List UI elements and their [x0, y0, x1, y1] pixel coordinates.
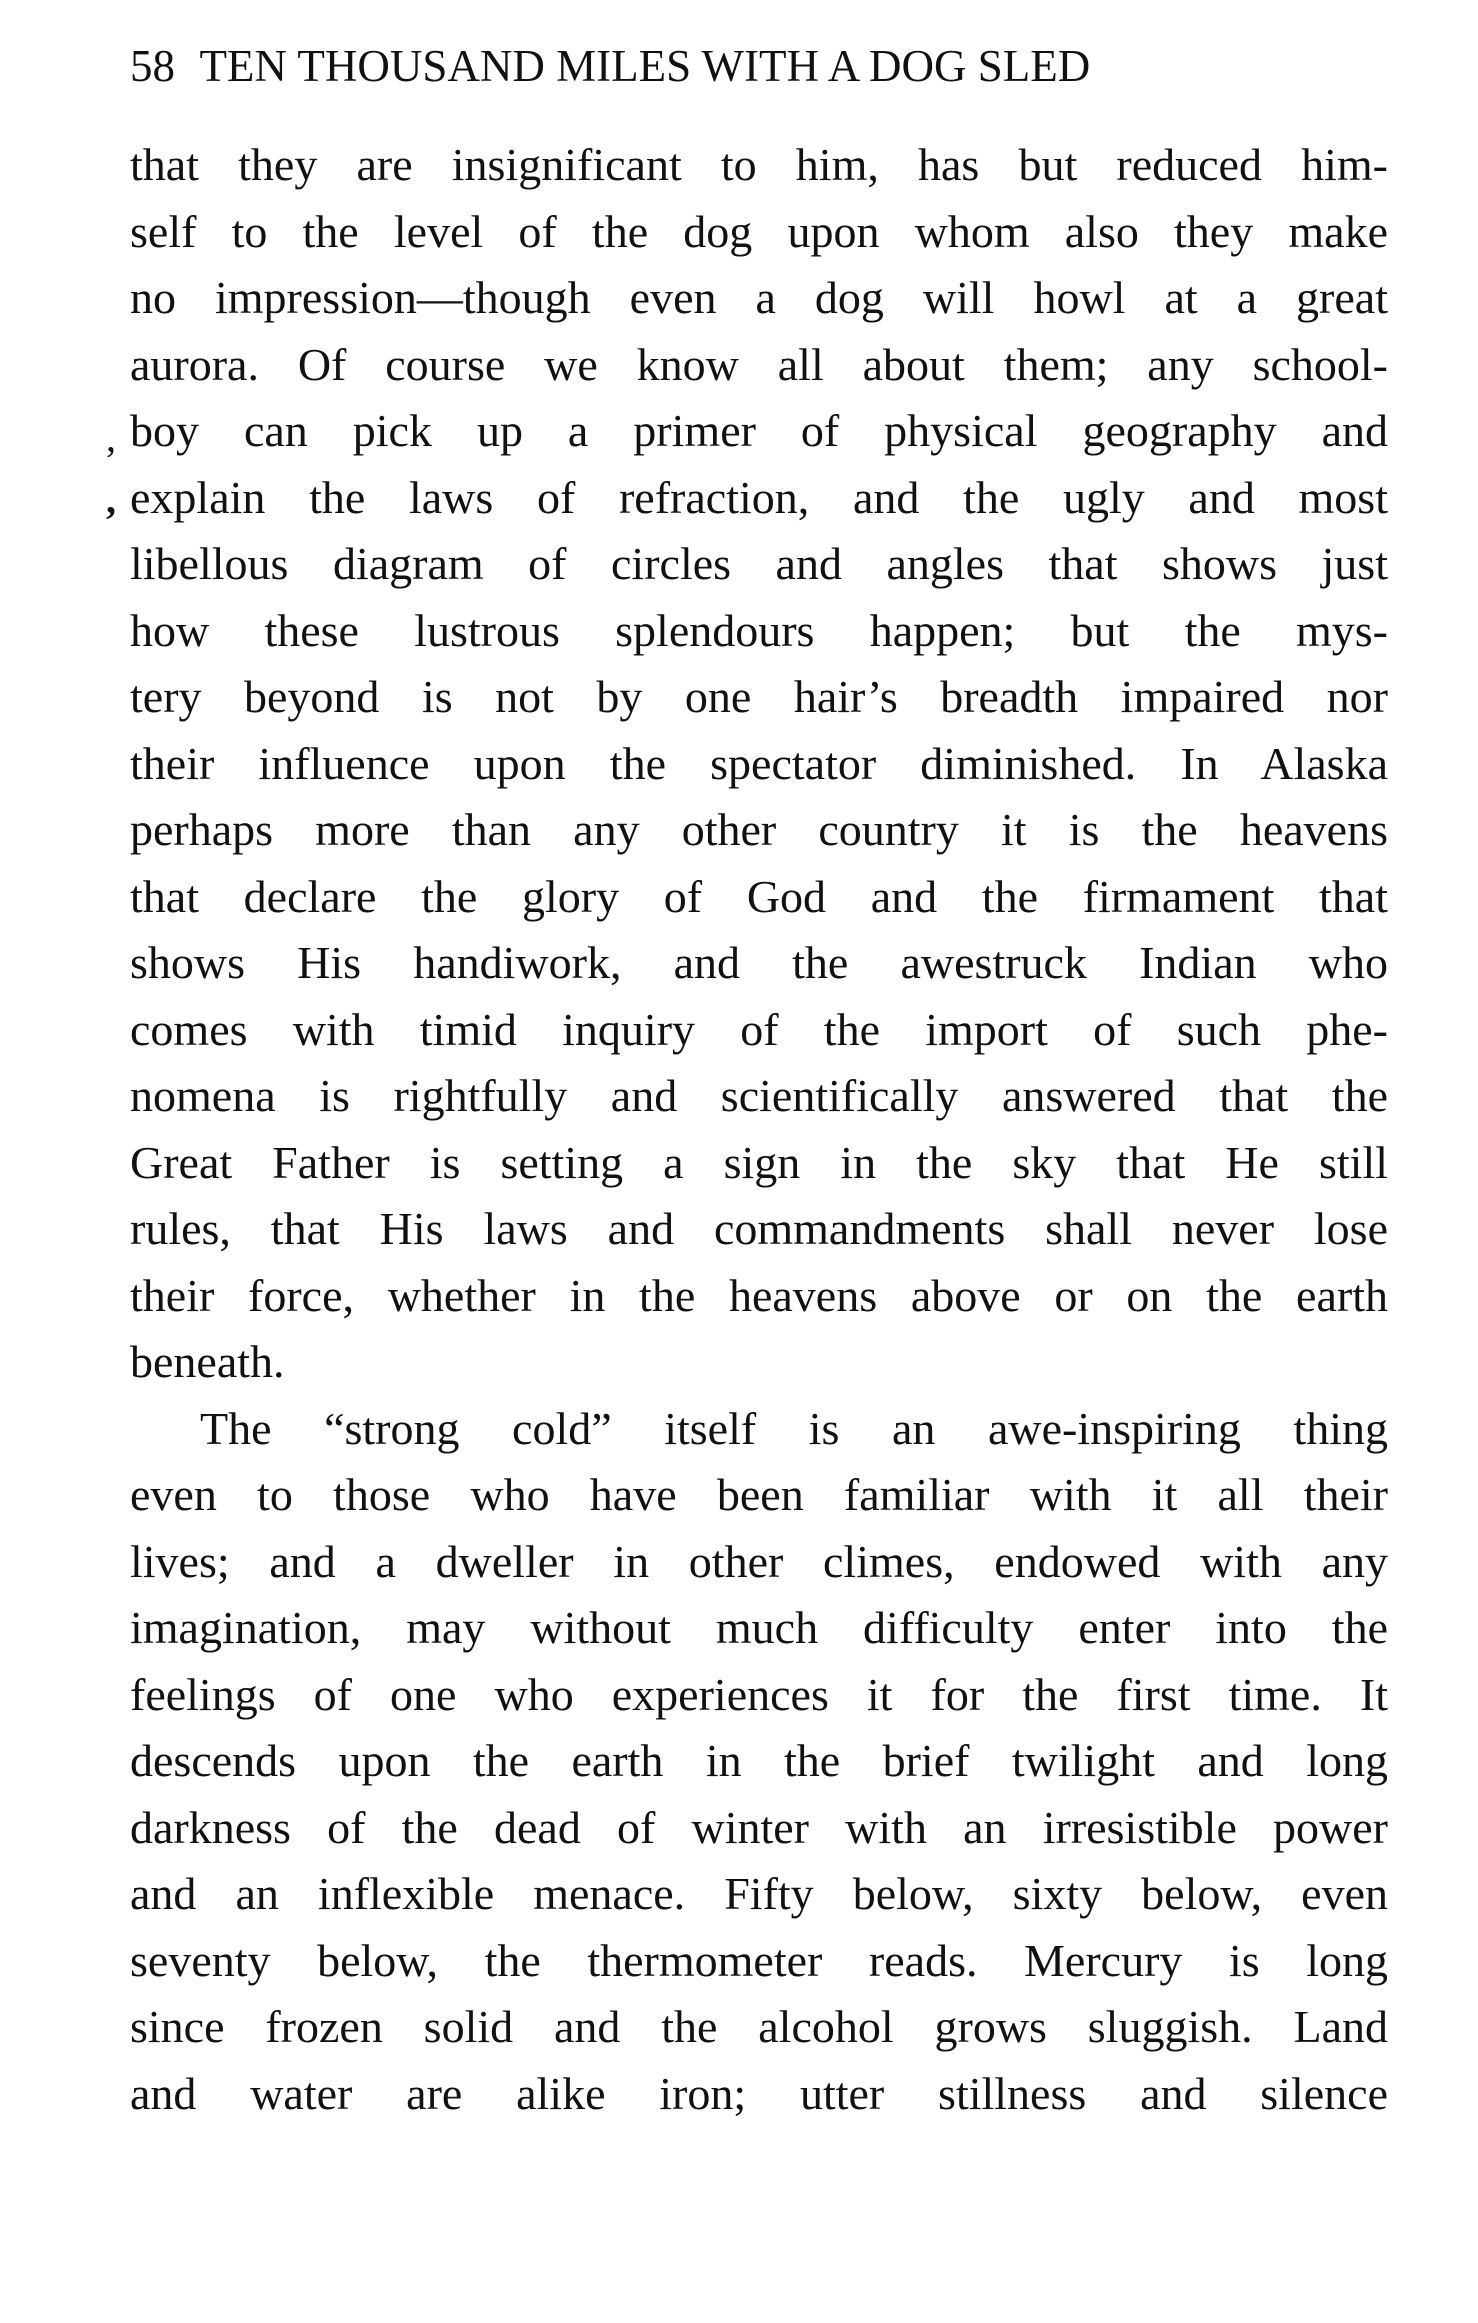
text-line: that declare the glory of God and the firmament that — [130, 870, 1388, 922]
text-line: feelings of one who experiences it for the first time. It — [130, 1668, 1388, 1720]
text-line: that they are insignificant to him, has but reduced him- — [130, 139, 1388, 190]
text-line: no impression—though even a dog will howl at a great — [130, 272, 1388, 323]
text-line: Great Father is setting a sign in the sky that He still — [130, 1136, 1388, 1188]
text-line: descends upon the earth in the brief twilight and long — [130, 1735, 1388, 1786]
text-line: and an inflexible menace. Fifty below, sixty below, even — [130, 1868, 1388, 1919]
text-line: self to the level of the dog upon whom also they make — [130, 205, 1388, 257]
text-line: aurora. Of course we know all about them; any school- — [130, 338, 1388, 390]
body-text — [130, 132, 1388, 2127]
text-line: their force, whether in the heavens above or on the earth — [130, 1269, 1388, 1321]
text-line: beneath. — [130, 1336, 285, 1387]
stray-comma-mark: , — [106, 415, 116, 460]
text-line: libellous diagram of circles and angles that shows just — [130, 538, 1388, 589]
text-line: imagination, may without much difficulty enter into the — [130, 1602, 1388, 1653]
text-line: nomena is rightfully and scientifically answered that the — [130, 1070, 1388, 1121]
text-line: shows His handiwork, and the awestruck Indian who — [130, 937, 1388, 988]
page-number: 58 — [130, 41, 175, 91]
text-line: darkness of the dead of winter with an irresistible power — [130, 1801, 1388, 1853]
text-line: since frozen solid and the alcohol grows sluggish. Land — [130, 2001, 1388, 2052]
text-line: even to those who have been familiar with it all their — [130, 1469, 1388, 1520]
text-line: comes with timid inquiry of the import of such phe- — [130, 1003, 1388, 1055]
text-line: perhaps more than any other country it is the heavens — [130, 804, 1388, 855]
text-line: tery beyond is not by one hair’s breadth impaired nor — [130, 671, 1388, 722]
text-line: lives; and a dweller in other climes, endowed with any — [130, 1535, 1388, 1587]
text-line: seventy below, the thermometer reads. Mercury is long — [130, 1934, 1388, 1986]
text-line: explain the laws of refraction, and the ugly and most — [130, 471, 1388, 523]
text-line: boy can pick up a primer of physical geography and — [130, 405, 1388, 456]
text-line: their influence upon the spectator diminished. In Alaska — [130, 737, 1388, 789]
running-title: TEN THOUSAND MILES WITH A DOG SLED — [199, 41, 1091, 91]
text-line: and water are alike iron; utter stillness and silence — [130, 2067, 1388, 2119]
paragraph-start-line: The “strong cold” itself is an awe-inspiring thing — [200, 1402, 1388, 1454]
text-line: rules, that His laws and commandments shall never lose — [130, 1203, 1388, 1254]
stray-comma-mark: , — [106, 477, 116, 522]
running-header — [130, 38, 1385, 94]
text-line: how these lustrous splendours happen; but the mys- — [130, 604, 1388, 656]
